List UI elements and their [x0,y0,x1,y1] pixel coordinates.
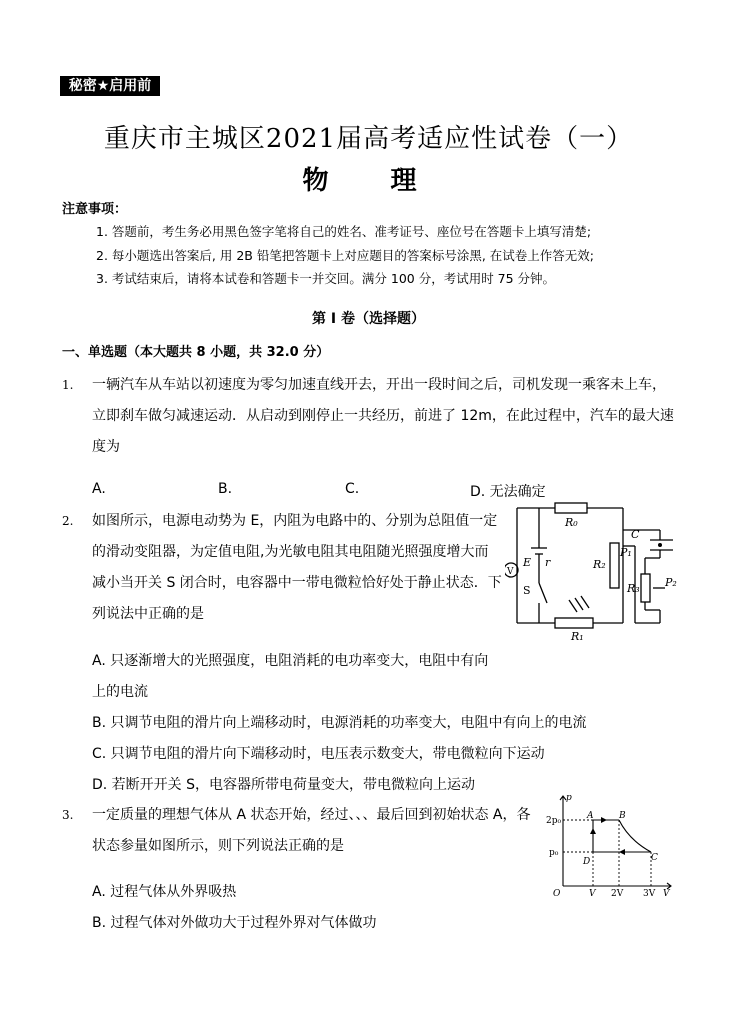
option-d: D. 无法确定 [470,484,546,500]
label-c: C [631,528,640,541]
option-a: A. [92,481,106,497]
exam-title: 重庆市主城区2021届高考适应性试卷（一） [103,124,634,154]
confidential-label: 秘密★启用前 [60,76,160,96]
question-number: 2. [62,514,74,528]
question-number: 1. [62,378,74,392]
axis-v-label: V [663,889,670,899]
label-v: V [507,567,514,577]
option-b: B. [218,481,233,497]
option-a-continued: 上的电流 [92,684,148,700]
label-r0: R₀ [565,516,578,529]
origin-label: O [553,889,561,899]
question-text: 减小当开关 S 闭合时，电容器中一带电微粒恰好处于静止状态．下 [92,575,502,591]
tick-3v: 3V [643,889,656,899]
question-text: 列说法中正确的是 [92,606,204,622]
option-a: A. 过程气体从外界吸热 [92,884,237,900]
notice-item: 2. 每小题选出答案后, 用 2B 铅笔把答题卡上对应题目的答案标号涂黑, 在试卷上作答无效; [96,248,594,263]
tick-2p0: 2p₀ [546,816,562,826]
tick-2v: 2V [611,889,624,899]
question-number: 3. [62,808,74,822]
notice-item: 1. 答题前，考生务必用黑色签字笔将自己的姓名、准考证号、座位号在答题卡上填写清楚; [96,224,592,239]
tick-v: V [589,889,596,899]
question-text: 一辆汽车从车站以初速度为零匀加速直线开去，开出一段时间之后，司机发现一乘客未上车， [92,377,666,393]
question-text: 一定质量的理想气体从 A 状态开始，经过、、、最后回到初始状态 A，各 [92,807,531,823]
point-c: C [651,853,658,863]
question-text: 度为 [92,439,120,455]
question-text: 的滑动变阻器，为定值电阻,为光敏电阻其电阻随光照强度增大而 [92,544,489,560]
label-r2: R₂ [593,558,606,571]
subject-title: 物 理 [302,166,435,196]
question-text: 如图所示，电源电动势为 E，内阻为电路中的、分别为总阻值一定 [92,513,498,529]
option-c: C. [345,481,360,497]
option-b: B. 过程气体对外做功大于过程外界对气体做功 [92,915,377,931]
point-a: A [587,811,594,821]
option-b: B. 只调节电阻的滑片向上端移动时，电源消耗的功率变大，电阻中有向上的电流 [92,715,587,731]
option-a: A. 只逐渐增大的光照强度，电阻消耗的电功率变大，电阻中有向 [92,653,489,669]
label-r: r [545,556,551,569]
label-s: S [523,584,531,597]
pv-graph [545,790,677,900]
question-text: 状态参量如图所示，则下列说法正确的是 [92,838,344,854]
notice-heading: 注意事项： [62,202,128,217]
question-text: 立即刹车做匀减速运动．从启动到刚停止一共经历，前进了 12m，在此过程中，汽车的最大速 [92,408,674,424]
label-r3: R₃ [627,582,640,595]
part-heading: 第 I 卷（选择题） [312,311,425,327]
circuit-diagram [505,498,685,644]
label-e: E [523,556,532,569]
tick-p0: p₀ [549,848,559,858]
label-p2: P₂ [665,576,677,589]
point-b: B [619,811,626,821]
label-p1: P₁ [620,546,632,559]
label-r1: R₁ [571,630,584,643]
option-c: C. 只调节电阻的滑片向下端移动时，电压表示数变大，带电微粒向下运动 [92,746,545,762]
axis-p-label: p [566,793,572,803]
point-d: D [583,857,591,867]
section-heading: 一、单选题（本大题共 8 小题，共 32.0 分） [62,345,330,360]
notice-item: 3. 考试结束后，请将本试卷和答题卡一并交回。满分 100 分，考试用时 75 分钟。 [96,271,556,286]
option-d: D. 若断开开关 S，电容器所带电荷量变大，带电微粒向上运动 [92,777,476,793]
